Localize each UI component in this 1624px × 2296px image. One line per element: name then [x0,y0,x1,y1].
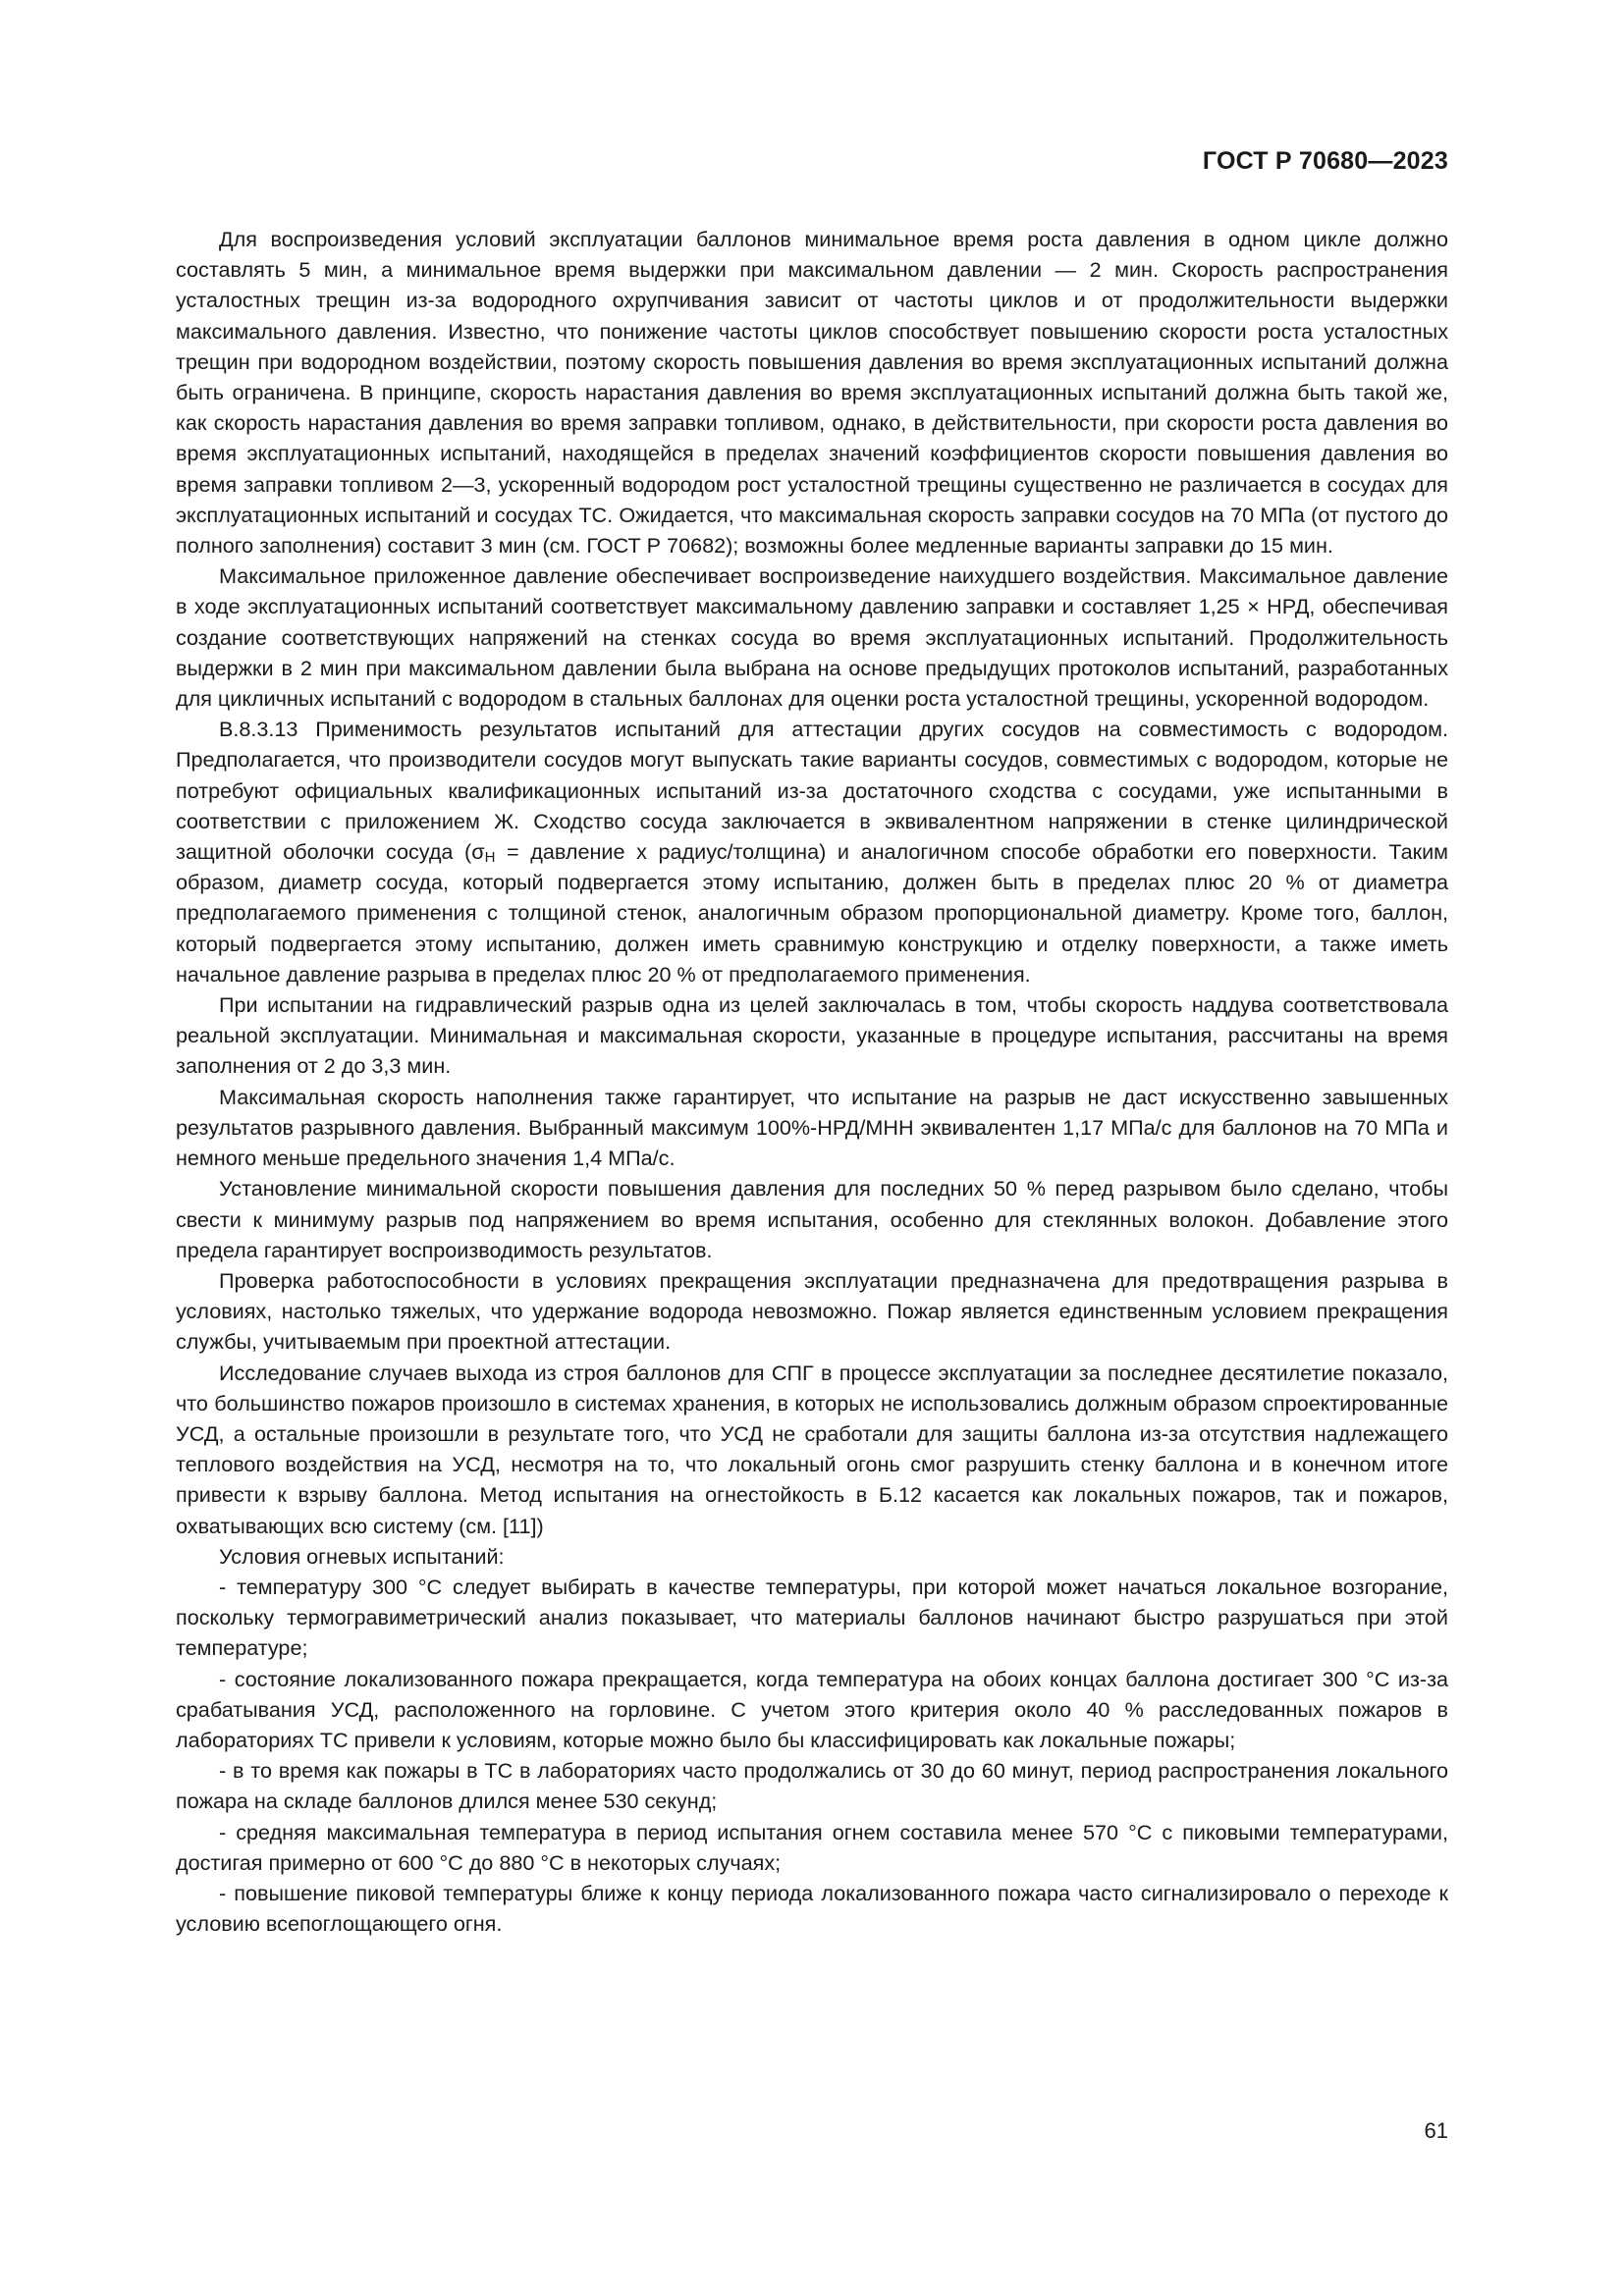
page-number: 61 [1424,2118,1448,2143]
paragraph-pressure-rise-time: Для воспроизведения условий эксплуатации баллонов минимальное время роста давления в одном цикле должно составлять 5 мин, а минимальное время выдержки при максимальном давлении — 2 мин. Скорость распространения усталостных трещин из-за водородного охрупчивания зависит от частоты циклов и от продолжительности выдержки максимального давления. Известно, что понижение частоты циклов способствует повышению скорости роста усталостных трещин при водородном воздействии, поэтому скорость повышения давления во время эксплуатационных испытаний должна быть ограничена. В принципе, скорость нарастания давления во время эксплуатационных испытаний должна быть такой же, как скорость нарастания давления во время заправки топливом, однако, в действительности, при скорости роста давления во время эксплуатационных испытаний, находящейся в пределах значений коэффициентов скорости повышения давления во время заправки топливом 2—3, ускоренный водородом рост усталостной трещины существенно не различается в сосудах для эксплуатационных испытаний и сосудах ТС. Ожидается, что максимальная скорость заправки сосудов на 70 МПа (от пустого до полного заполнения) составит 3 мин (см. ГОСТ Р 70682); возможны более медленные варианты заправки до 15 мин. [176,227,1448,559]
paragraph-max-fill-rate: Максимальная скорость наполнения также гарантирует, что испытание на разрыв не даст искусственно завышенных результатов разрывного давления. Выбранный максимум 100%-НРД/МНН эквивалентен 1,17 МПа/с для баллонов на 70 МПа и немного меньше предельного значения 1,4 МПа/с. [176,1084,1448,1171]
document-standard-number: ГОСТ Р 70680—2023 [1202,147,1448,175]
list-item-temperature-300: - температуру 300 °С следует выбирать в качестве температуры, при которой может начаться локальное возгорание, поскольку термогравиметрический анализ показывает, что материалы баллонов начинают быстро разрушаться при этой температуре; [176,1574,1448,1661]
list-item-fire-duration: - в то время как пожары в ТС в лабораториях часто продолжались от 30 до 60 минут, период распространения локального пожара на складе баллонов длился менее 530 секунд; [176,1758,1448,1814]
list-item-localized-fire: - состояние локализованного пожара прекращается, когда температура на обоих концах баллона достигает 300 °С из-за срабатывания УСД, расположенного на горловине. С учетом этого критерия около 40 % расследованных пожаров в лабораториях ТС привели к условиям, которые можно было бы классифицировать как локальные пожары; [176,1666,1448,1752]
paragraph-hydraulic-burst: При испытании на гидравлический разрыв одна из целей заключалась в том, чтобы скорость наддува соответствовала реальной эксплуатации. Минимальная и максимальная скорости, указанные в процедуре испытания, рассчитаны на время заполнения от 2 до 3,3 мин. [176,992,1448,1079]
paragraph-b-8-3-13-part1: В.8.3.13 Применимость результатов испытаний для аттестации других сосудов на совместимость с водородом. Предполагается, что производители сосудов могут выпускать такие варианты сосудов, совместимых с водородом, которые не потребуют официальных квалификационных испытаний из-за достаточного сходства с сосудами, уже испытанными в соответствии с приложением Ж. Сходство сосуда заключается в эквивалентном напряжении в стенке цилиндрической защитной оболочки сосуда (σ [176,717,1448,865]
paragraph-fire-conditions-heading: Условия огневых испытаний: [219,1543,505,1569]
paragraph-cng-failures: Исследование случаев выхода из строя баллонов для СПГ в процессе эксплуатации за последнее десятилетие показало, что большинство пожаров произошло в системах хранения, в которых не использовались должным образом спроектированные УСД, а остальные произошли в результате того, что УСД не сработали для защиты баллона из-за отсутствия надлежащего теплового воздействия на УСД, несмотря на то, что локальный огонь смог разрушить стенку баллона и в конечном итоге привести к взрыву баллона. Метод испытания на огнестойкость в Б.12 касается как локальных пожаров, так и пожаров, охватывающих всю систему (см. [11]) [176,1360,1448,1538]
list-item-average-temperature: - средняя максимальная температура в период испытания огнем составила менее 570 °С с пиковыми температурами, достигая примерно от 600 °С до 880 °С в некоторых случаях; [176,1819,1448,1875]
paragraph-b-8-3-13 [176,714,1448,989]
paragraph-min-rate: Установление минимальной скорости повышения давления для последних 50 % перед разрывом было сделано, чтобы свести к минимуму разрыв под напряжением во время испытания, особенно для стеклянных волокон. Добавление этого предела гарантирует воспроизводимость результатов. [176,1176,1448,1262]
sigma-subscript: Н [484,849,496,867]
document-body [176,224,1448,1939]
paragraph-b-8-3-13-part2: = давление х радиус/толщина) и аналогичном способе обработки его поверхности. Таким образом, диаметр сосуда, который подвергается этому испытанию, должен быть в пределах плюс 20 % от диаметра предполагаемого применения с толщиной стенок, аналогичным образом пропорциональной диаметру. Кроме того, баллон, который подвергается этому испытанию, должен иметь сравнимую конструкцию и отделку поверхности, а также иметь начальное давление разрыва в пределах плюс 20 % от предполагаемого применения. [176,839,1448,987]
paragraph-max-pressure: Максимальное приложенное давление обеспечивает воспроизведение наихудшего воздействия. Максимальное давление в ходе эксплуатационных испытаний соответствует максимальному давлению заправки и составляет 1,25 × НРД, обеспечивая создание соответствующих напряжений на стенках сосуда во время эксплуатационных испытаний. Продолжительность выдержки в 2 мин при максимальном давлении была выбрана на основе предыдущих протоколов испытаний, разработанных для цикличных испытаний с водородом в стальных баллонах для оценки роста усталостной трещины, ускоренной водородом. [176,563,1448,712]
paragraph-end-of-life: Проверка работоспособности в условиях прекращения эксплуатации предназначена для предотвращения разрыва в условиях, настолько тяжелых, что удержание водорода невозможно. Пожар является единственным условием прекращения службы, учитываемым при проектной аттестации. [176,1267,1448,1355]
list-item-peak-temperature: - повышение пиковой температуры ближе к концу периода локализованного пожара часто сигнализировало о переходе к условию всепоглощающего огня. [176,1880,1448,1937]
